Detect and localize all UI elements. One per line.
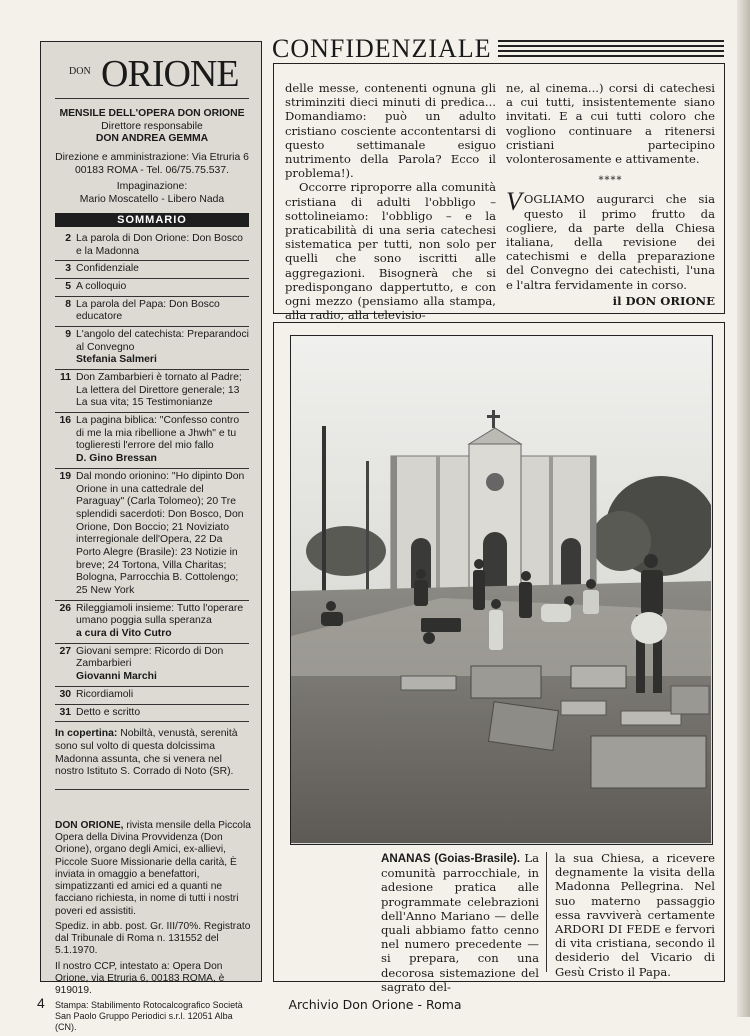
archive-footer: Archivio Don Orione - Roma <box>288 997 462 1012</box>
toc-title: A colloquio <box>76 280 127 292</box>
toc-title: La parola del Papa: Don Bosco educatore <box>76 298 220 323</box>
cover-note <box>55 728 249 779</box>
church-courtyard-illustration <box>291 336 711 843</box>
director-label: Direttore responsabile <box>101 120 203 132</box>
drop-cap: V <box>506 187 522 217</box>
toc-entry <box>76 646 249 684</box>
address-line-2: 00183 ROMA - Tel. 06/75.75.537. <box>74 164 230 176</box>
caption-text-2: la sua Chiesa, a ricevere degnamente la visita della Madonna Pellegrina. Nel suo materno passaggio essa ravviverà certamente ARDORI DI FEDE e fervori di vita cristiana, secondo il desiderio del Vicario di Gesù Cristo il Papa. <box>555 851 715 979</box>
sommario-heading: SOMMARIO <box>55 213 249 227</box>
paragraph-text: augurarci che sia questo il primo frutto da cogliere, da parte della Chiesa italiana, della revisione dei catechismi e della preparazione del Convegno dei catechisti, l'una e l'altra fervidamente in corso. <box>506 192 716 292</box>
toc-page-number: 16 <box>59 415 71 427</box>
toc-item <box>55 231 249 261</box>
toc-entry <box>76 707 249 720</box>
layout-names: Mario Moscatello - Libero Nada <box>79 194 225 206</box>
toc-item <box>55 413 249 469</box>
colophon-print: Stampa: Stabilimento Rotocalcografico Società San Paolo Gruppo Periodici s.r.l. 12051 Alba (CN). <box>55 1000 243 1032</box>
toc-entry <box>76 372 249 410</box>
toc-item <box>55 297 249 327</box>
toc-item <box>55 327 249 370</box>
toc-page-number: 30 <box>59 688 71 700</box>
church-photo <box>290 335 713 845</box>
colophon-ccp: Il nostro CCP, intestato a: Opera Don Orione, via Etruria 6, 00183 ROMA, è 919019. <box>55 960 225 997</box>
cover-text: Nobiltà, venustà, serenità sono sul volto di questa dolcissima Madonna assunta, che si venera nel nostro Istituto S. Corrado di Noto (SR). <box>55 728 238 778</box>
article-paragraph: delle messe, contenenti ognuna gli striminziti dieci minuti di predica... Domandiamo: può un adulto cristiano cosciente accontentarsi di questo settimanale esiguo nutrimento della Parola? Ecco il problema!). <box>285 81 496 181</box>
masthead-rule <box>55 98 249 99</box>
toc-entry <box>76 299 249 324</box>
toc-entry <box>76 689 249 702</box>
toc-title: Dal mondo orionino: "Ho dipinto Don Orione in una cattedrale del Paraguay" (Carla Tolomeo); 20 Tre splendidi sacerdoti: Don Bosco, Don Orione, Don Boccio; 21 Noviziato interregionale dell'Opera, 22 Da Porto Alegre (Brasile): 23 Notizie in breve; 24 Tortona, Villa Charitas; Bologna, Parrocchia B. Cottolengo; 25 New York <box>76 470 245 596</box>
left-sidebar-box <box>40 41 262 1032</box>
toc-entry <box>76 263 249 276</box>
toc-entry <box>76 603 249 641</box>
toc-page-number: 19 <box>59 470 71 482</box>
article-heading: CONFIDENZIALE <box>272 34 492 63</box>
masthead-orione: ORIONE <box>101 53 239 95</box>
colophon-registration: Spediz. in abb. post. Gr. III/70%. Registrato dal Tribunale di Roma n. 131552 del 5.1.1970. <box>55 920 251 957</box>
toc-item <box>55 469 249 601</box>
article-paragraph: Occorre riproporre alla comunità cristiana di adulti l'obbligo – sottolineiamo: l'obbligo – e la praticabilità di una seria catechesi sistematica per tutti, non solo per quelli che sono iscritti alle aggregazioni. Bisognerà che si predispongano dappertutto, e con ogni mezzo (pensiamo alla stampa, alla radio, alla televisio- <box>285 180 496 323</box>
caption-text-1: La comunità parrocchiale, in adesione pratica alle programmate celebrazioni dell'Anno Mariano — delle quali abbiamo fatto cenno nel numero precedente — si prepara, con una decorosa sistemazione del sagrato del- <box>381 851 540 994</box>
toc-entry <box>76 415 249 466</box>
article-column-1 <box>285 81 496 322</box>
address-line-1: Direzione e amministrazione: Via Etruria 6 <box>55 152 249 164</box>
toc-page-number: 27 <box>59 645 71 657</box>
director-name: DON ANDREA GEMMA <box>95 133 209 145</box>
article-column-2 <box>506 81 715 308</box>
toc-page-number: 31 <box>59 706 71 718</box>
article-paragraph: ne, al cinema...) corsi di catechesi a cui tutti, insistentemente siano invitati. E a cui tutti coloro che vogliono continuare a ritenersi cristiani partecipino volonterosamente e attivamente. <box>506 81 715 167</box>
toc-entry <box>76 329 249 367</box>
caption-separator <box>546 852 547 972</box>
lead-word: OGLIAMO <box>523 192 585 207</box>
toc-item <box>55 601 249 644</box>
colophon-desc: rivista mensile della Piccola Opera della Divina Provvidenza (Don Orione), organo degli Amici, ex-allievi, Piccole Suore Missionarie della carità, È inviata in omaggio a benefattori, simpatizzanti ed amici ed a quanti ne facciano richiesta, in nome di tutti i nostri poveri ed assistiti. <box>55 820 251 917</box>
photo-caption-part-1 <box>381 851 539 994</box>
toc-title: Don Zambarbieri è tornato al Padre; La lettera del Direttore generale; 13 La sua vita; 15 Testimonianze <box>76 372 242 409</box>
toc-item <box>55 644 249 687</box>
toc-title: Confidenziale <box>76 263 139 275</box>
toc-item <box>55 370 249 413</box>
heading-rule-lines <box>498 40 724 60</box>
toc-page-number: 9 <box>65 328 71 340</box>
magazine-masthead <box>55 50 249 100</box>
photo-caption-part-2 <box>555 851 715 979</box>
toc-title: Giovani sempre: Ricordo di Don Zambarbieri <box>76 645 224 670</box>
toc-author: Giovanni Marchi <box>76 671 157 683</box>
toc-title: La pagina biblica: "Confesso contro di me la mia ribellione a Jhwh" e tu toglieresti l'errore del mio fallo <box>76 415 240 452</box>
toc-page-number: 2 <box>65 232 71 244</box>
masthead-don: DON <box>69 66 91 77</box>
article-signature: il DON ORIONE <box>612 293 715 308</box>
toc-page-number: 5 <box>65 280 71 292</box>
toc-item <box>55 279 249 297</box>
page-edge <box>737 0 750 1017</box>
toc-page-number: 8 <box>65 298 71 310</box>
toc-title: L'angolo del catechista: Preparandoci al Convegno <box>76 328 249 353</box>
table-of-contents <box>55 231 249 722</box>
toc-author: Stefania Salmeri <box>76 354 157 366</box>
toc-entry <box>76 233 249 258</box>
toc-entry <box>76 281 249 294</box>
toc-item <box>55 687 249 705</box>
toc-title: Ricordiamoli <box>76 688 134 700</box>
toc-item <box>55 705 249 723</box>
article-paragraph-dropcap <box>506 187 716 292</box>
toc-title: La parola di Don Orione: Don Bosco e la Madonna <box>76 232 243 257</box>
toc-entry <box>76 471 249 598</box>
layout-label: Impaginazione: <box>116 181 188 193</box>
toc-page-number: 3 <box>65 263 71 275</box>
publisher-subtitle: MENSILE DELL'OPERA DON ORIONE <box>59 108 245 119</box>
colophon-name: DON ORIONE, <box>55 820 124 831</box>
toc-author: a cura di Vito Cutro <box>76 628 172 640</box>
cover-label: In copertina: <box>55 728 118 740</box>
toc-title: Detto e scritto <box>76 706 141 718</box>
toc-item <box>55 261 249 279</box>
colophon-rule <box>55 789 249 790</box>
toc-author: D. Gino Bressan <box>76 453 157 465</box>
page-number: 4 <box>37 995 45 1011</box>
toc-page-number: 11 <box>60 372 71 383</box>
caption-place: ANANAS (Goias-Brasile). <box>381 852 521 865</box>
toc-page-number: 26 <box>59 602 71 614</box>
toc-title: Rileggiamoli insieme: Tutto l'operare umano poggia sulla speranza <box>76 602 244 627</box>
section-stars: **** <box>598 175 623 187</box>
